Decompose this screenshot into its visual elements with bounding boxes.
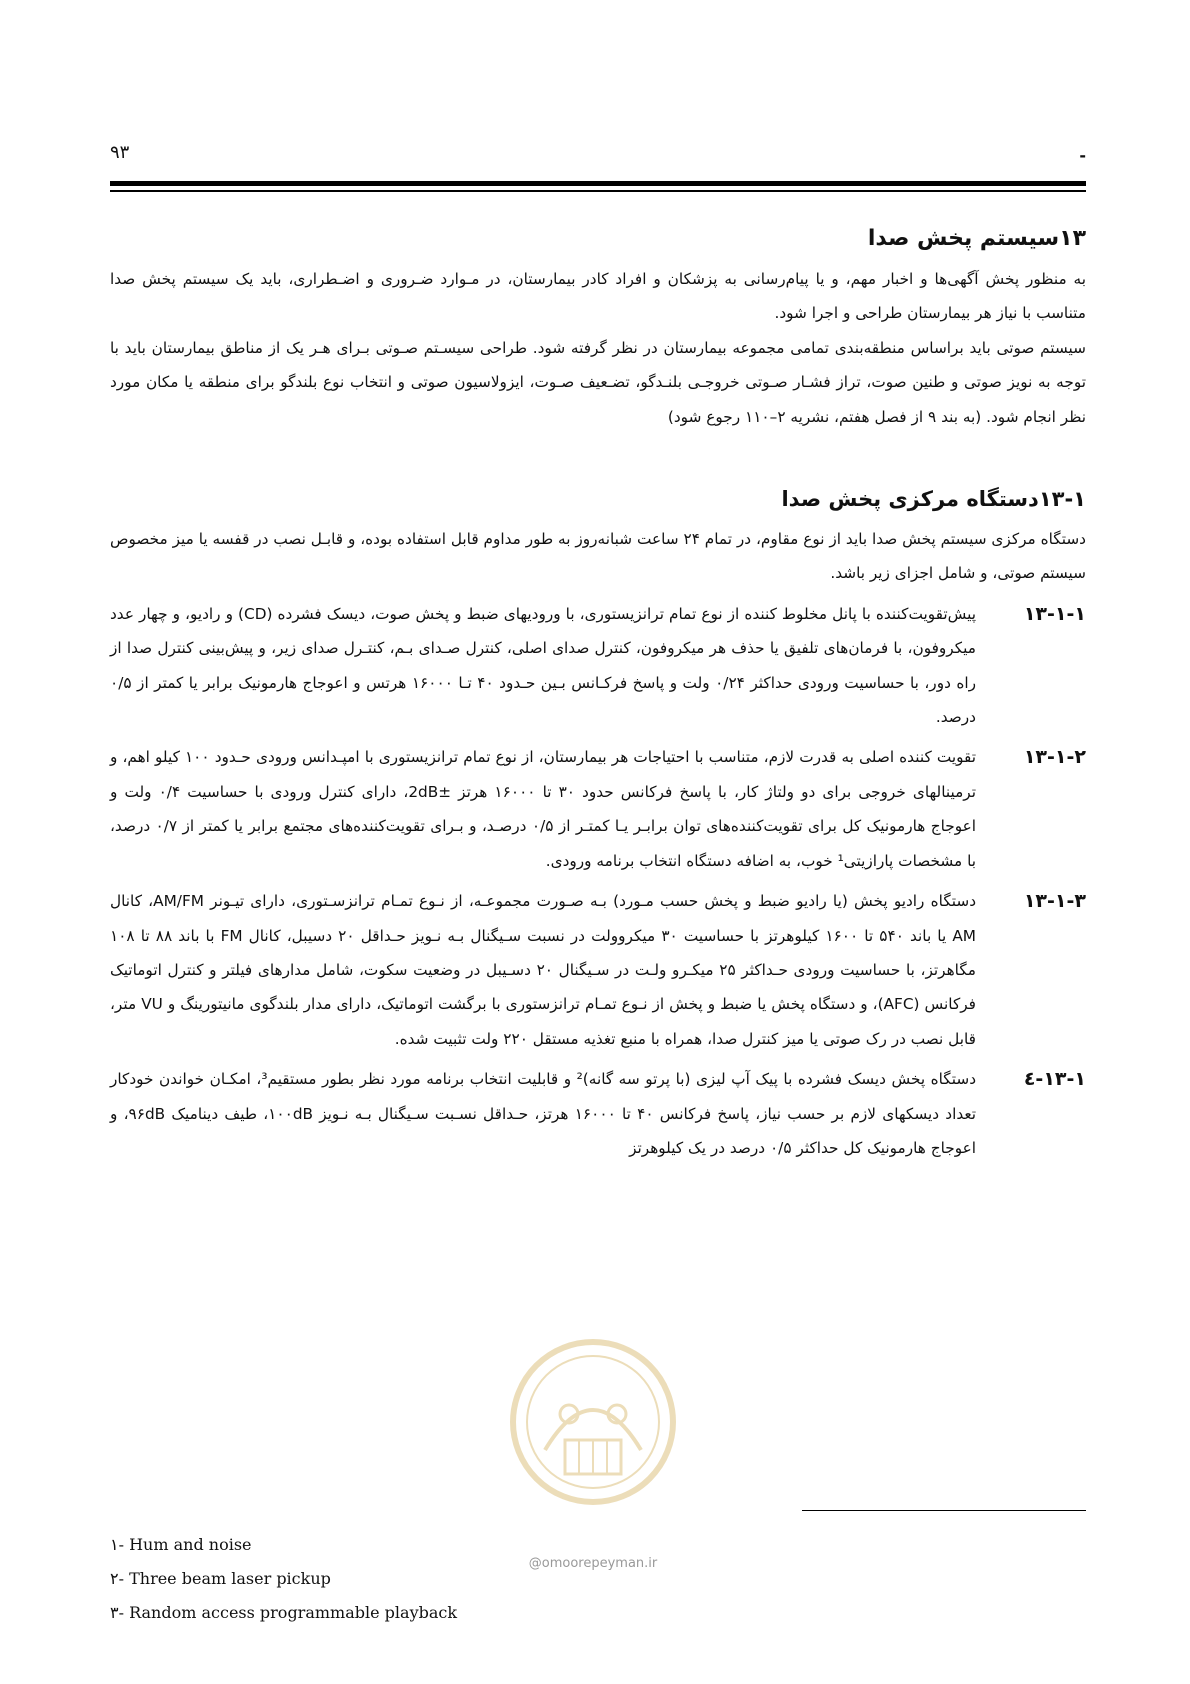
page-header [110, 138, 1086, 168]
section-title: ۱۳سیستم پخش صدا [867, 226, 1086, 251]
header-mark: - [1079, 146, 1086, 165]
spec-item-number: ۱۳-۱-۲ [1023, 746, 1086, 769]
spec-item-text: پیش‌تقویت‌کننده با پانل مخلوط کننده از نوع تمام ترانزیستوری، با ورودیهای ضبط و پخش صوت، دیسک فشرده (CD) و رادیو، و چهار عدد میکروفون، با فرمان‌های تلفیق یا حذف هر میکروفون، کنترل صدای اصلی، کنترل صـدای بـم، کنتـرل صدای زیر، و پیش‌بینی کنترل صدا از راه دور، با حساسیت ورودی حداکثر ۰/۲۴ ولت و پاسخ فرکـانس بـین حـدود ۴۰ تـا ۱۶۰۰۰ هرتس و اعوجاج هارمونیک برابر یا کمتر از ۰/۵ درصد. [110, 604, 976, 727]
spec-item [110, 740, 1086, 878]
section-paragraph: سیستم صوتی باید براساس منطقه‌بندی تمامی مجموعه بیمارستان در نظر گرفته شود. طراحی سیسـتم صـوتی بـرای هـر یک از مناطق بیمارستان باید با توجه به نویز صوتی و طنین صوت، تراز فشـار صـوتی خروجـی بلنـدگو، تضـعیف صـوت، ایزولاسیون صوتی و انتخاب نوع بلندگو برای منطقه یا مکان مورد نظر انجام شود. (به بند ۹ از فصل هفتم، نشریه ۲–۱۱۰ رجوع شود) [110, 338, 1086, 426]
spec-item [110, 1062, 1086, 1165]
watermark-seal-icon [505, 1330, 681, 1530]
spec-item [110, 597, 1086, 735]
page-body [110, 222, 1086, 1165]
header-rule-thin [110, 190, 1086, 192]
section-paragraph: به منظور پخش آگهی‌ها و اخبار مهم، و یا پیام‌رسانی به پزشکان و افراد کادر بیمارستان، در مـوارد ضـروری و اضـطراری، باید یک سیستم پخش صدا متناسب با نیاز هر بیمارستان طراحی و اجرا شود. [110, 270, 1086, 323]
spec-item-number: ۱۳-۱-۳ [1023, 890, 1086, 913]
page-number: ۹۳ [110, 142, 130, 163]
spec-item-number: ۱۳-۱-٤ [1023, 1068, 1086, 1091]
spec-item-text: دستگاه رادیو پخش (یا رادیو ضبط و پخش حسب مـورد) بـه صـورت مجموعـه، از نـوع تمـام ترانزسـتوری، دارای تیـونر AM/FM، کانال AM یا باند ۵۴۰ تا ۱۶۰۰ کیلوهرتز با حساسیت ۳۰ میکروولت در نسبت سـیگنال بـه نـویز حـداقل ۲۰ دسیبل، کانال FM با باند ۸۸ تا ۱۰۸ مگاهرتز، با حساسیت ورودی حـداکثر ۲۵ میکـرو ولـت در سـیگنال ۲۰ دسـیبل در وضعیت سکوت، شامل مدارهای فیلتر و کنترل اتوماتیک فرکانس (AFC)، و دستگاه پخش یا ضبط و پخش از نـوع تمـام ترانزستوری با برگشت اتوماتیک، دارای مدار بلندگوی مانیتورینگ و VU متر، قابل نصب در رک صوتی یا میز کنترل صدا، همراه با منبع تغذیه مستقل ۲۲۰ ولت تثبیت شده. [110, 892, 977, 1048]
subsection-intro: دستگاه مرکزی سیستم پخش صدا باید از نوع مقاوم، در تمام ۲۴ ساعت شبانه‌روز به طور مداوم قابل استفاده بوده، و قابـل نصب در قفسه یا میز مخصوص سیستم صوتی، و شامل اجزای زیر باشد. [110, 530, 1086, 583]
footnote: ۳- Random access programmable playback [110, 1603, 458, 1622]
spec-item [110, 884, 1086, 1056]
subsection-title: ۱۳-۱دستگاه مرکزی پخش صدا [781, 487, 1086, 512]
watermark-text: @omoorepeyman.ir [528, 1556, 658, 1571]
footnote: ۱- Hum and noise [110, 1535, 252, 1554]
spec-item-text: دستگاه پخش دیسک فشرده با پیک آپ لیزی (با پرتو سه گانه)² و قابلیت انتخاب برنامه مورد نظر بطور مستقیم³، امکـان خواندن خودکار تعداد دیسکهای لازم بر حسب نیاز، پاسخ فرکانس ۴۰ تا ۱۶۰۰۰ هرتز، حـداقل نسـبت سـیگنال بـه نـویز ۱۰۰dB، طیف دینامیک ۹۶dB، و اعوجاج هارمونیک کل حداکثر ۰/۵ درصد در یک کیلوهرتز [110, 1070, 977, 1157]
spec-item-text: تقویت کننده اصلی به قدرت لازم، متناسب با احتیاجات هر بیمارستان، از نوع تمام ترانزیستوری با امپـدانس ورودی حـدود ۱۰۰ کیلو اهم، و ترمینالهای خروجی برای دو ولتاژ کار، با پاسخ فرکانس حدود ۳۰ تا ۱۶۰۰۰ هرتز ±2dB، دارای کنترل ورودی با حساسیت ۰/۴ ولت و اعوجاج هارمونیک کل برای تقویت‌کننده‌های توان برابـر یـا کمتـر از ۰/۵ درصـد، و بـرای تقویت‌کننده‌های مجتمع برابر یا کمتر از ۰/۷ درصد، با مشخصات پارازیتی¹ خوب، به اضافه دستگاه انتخاب برنامه ورودی. [110, 748, 977, 870]
header-rule-thick [110, 181, 1086, 186]
spec-item-number: ۱۳-۱-۱ [1023, 602, 1086, 625]
footnotes [110, 1528, 1086, 1630]
footnote: ۲- Three beam laser pickup [110, 1569, 331, 1588]
footnote-divider [802, 1510, 1086, 1511]
